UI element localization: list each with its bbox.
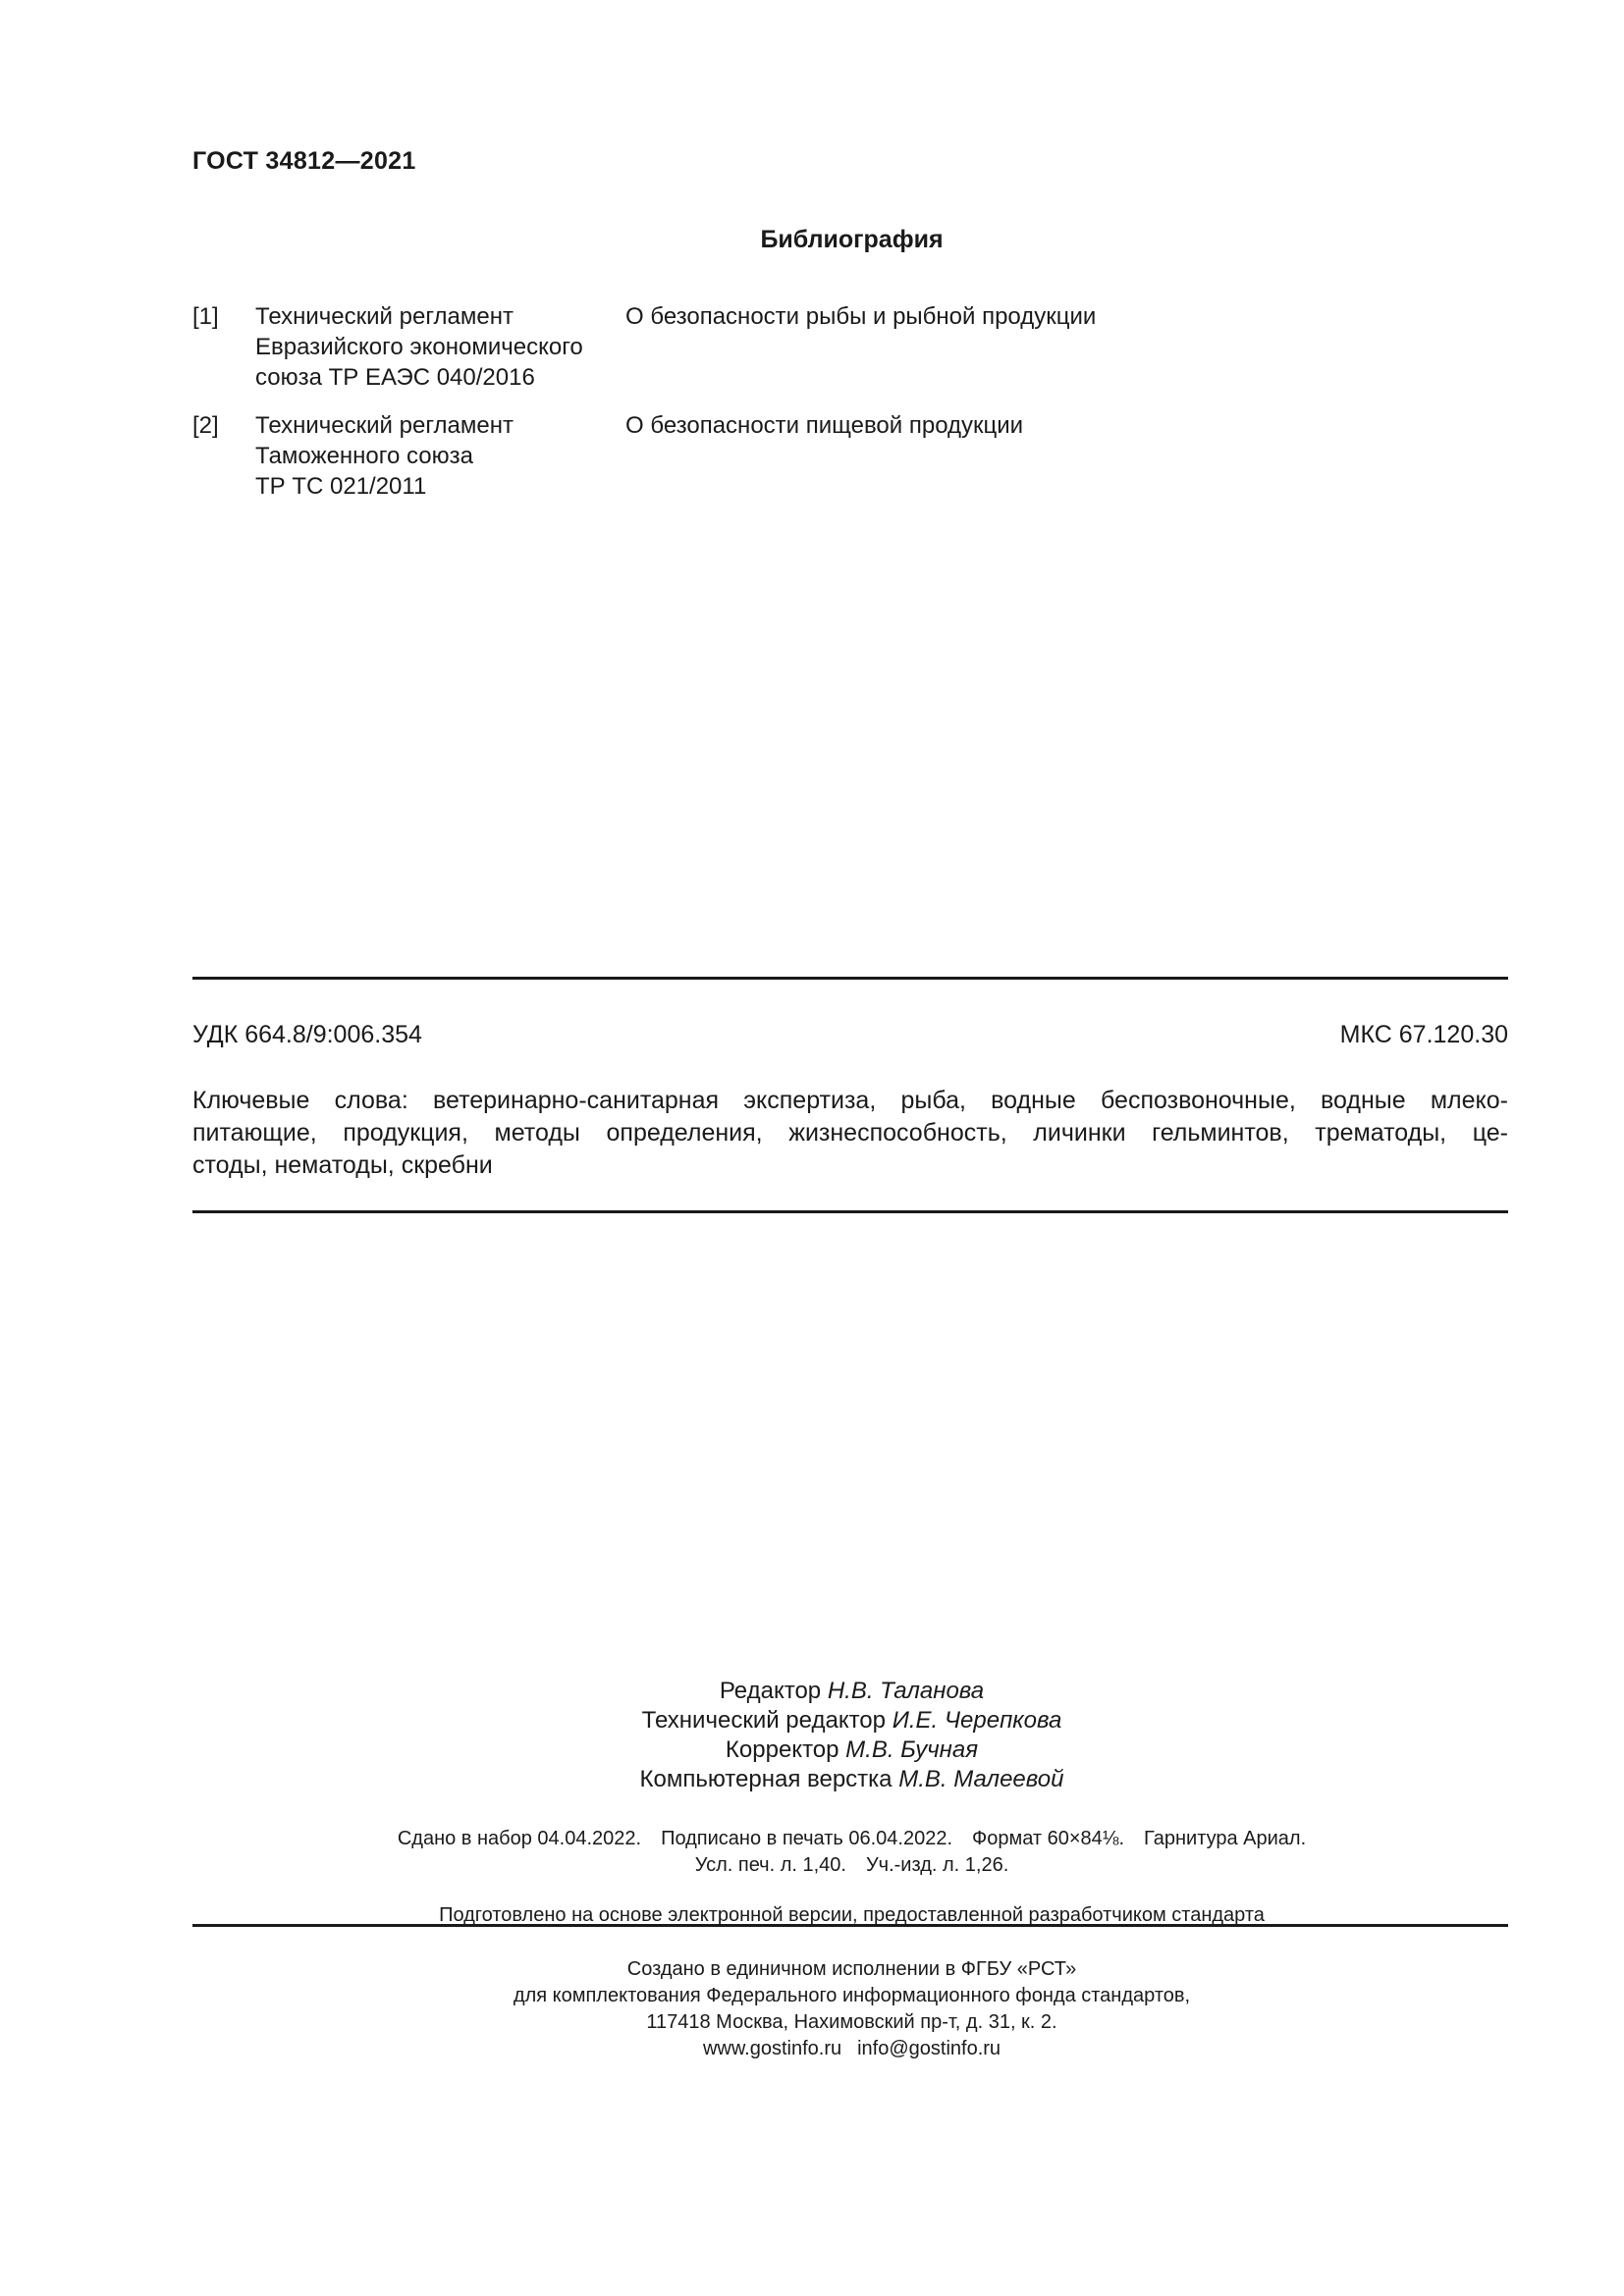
entry-document-line: Технический регламент bbox=[255, 412, 514, 439]
entry-document-line: ТР ТС 021/2011 bbox=[255, 473, 427, 500]
divider bbox=[192, 1210, 1508, 1213]
entry-document-line: Таможенного союза bbox=[255, 443, 473, 469]
keywords-line: Ключевые слова: ветеринарно-санитарная экспертиза, рыба, водные беспозвоночные, водные млеко- bbox=[192, 1087, 1508, 1114]
imprint-item: Уч.-изд. л. 1,26. bbox=[865, 1854, 1009, 1876]
footer-line: Создано в единичном исполнении в ФГБУ «РСТ» bbox=[626, 1958, 1077, 1980]
credit-name: М.В. Малеевой bbox=[898, 1766, 1064, 1792]
credit-name: Н.В. Таланова bbox=[827, 1678, 985, 1704]
imprint-line bbox=[0, 1852, 1624, 1879]
udk-code: УДК 664.8/9:006.354 bbox=[192, 1021, 422, 1048]
entry-document-line: Технический регламент bbox=[255, 303, 514, 330]
website-link[interactable]: www.gostinfo.ru bbox=[702, 2038, 842, 2059]
keywords-line: питающие, продукция, методы определения, жизнеспособность, личинки гельминтов, трематоды, це- bbox=[192, 1119, 1508, 1147]
credit-name: И.Е. Черепкова bbox=[892, 1707, 1062, 1734]
credit-layout bbox=[0, 1765, 1624, 1794]
mks-code: МКС 67.120.30 bbox=[1339, 1021, 1508, 1048]
credit-name: М.В. Бучная bbox=[845, 1736, 979, 1763]
footer-contacts bbox=[0, 2036, 1624, 2062]
credit-proofreader bbox=[0, 1735, 1624, 1765]
credits bbox=[0, 1677, 1624, 1794]
credit-role: Технический редактор bbox=[641, 1707, 887, 1734]
footer-line: 117418 Москва, Нахимовский пр-т, д. 31, к. 2. bbox=[646, 2011, 1057, 2033]
entry-document-line: союза ТР ЕАЭС 040/2016 bbox=[255, 364, 535, 391]
imprint-item: Усл. печ. л. 1,40. bbox=[694, 1854, 846, 1876]
prepared-note: Подготовлено на основе электронной версии, предоставленной разработчиком стандарта bbox=[439, 1904, 1265, 1926]
entry-number: [1] bbox=[192, 303, 219, 330]
footer bbox=[0, 1956, 1624, 2062]
entry-document bbox=[255, 410, 628, 502]
imprint-item: Сдано в набор 04.04.2022. bbox=[397, 1828, 642, 1849]
entry-title: О безопасности рыбы и рыбной продукции bbox=[625, 303, 1097, 330]
keywords bbox=[192, 1085, 1508, 1182]
imprint-item: Гарнитура Ариал. bbox=[1144, 1828, 1307, 1849]
divider bbox=[192, 977, 1508, 980]
credit-tech-editor bbox=[0, 1706, 1624, 1735]
bibliography-heading: Библиография bbox=[760, 226, 944, 253]
entry-document-line: Евразийского экономического bbox=[255, 334, 583, 360]
credit-role: Редактор bbox=[719, 1678, 822, 1704]
credit-role: Корректор bbox=[725, 1736, 839, 1763]
imprint bbox=[0, 1826, 1624, 1879]
entry-title: О безопасности пищевой продукции bbox=[625, 412, 1024, 439]
footer-line: для комплектования Федерального информационного фонда стандартов, bbox=[513, 1985, 1191, 2006]
credit-role: Компьютерная верстка bbox=[639, 1766, 893, 1792]
credit-editor bbox=[0, 1677, 1624, 1706]
email-link[interactable]: info@gostinfo.ru bbox=[857, 2038, 1001, 2059]
document-code: ГОСТ 34812—2021 bbox=[192, 147, 416, 175]
imprint-line bbox=[0, 1826, 1624, 1852]
divider bbox=[192, 1924, 1508, 1927]
keywords-line: стоды, нематоды, скребни bbox=[192, 1151, 493, 1179]
entry-number: [2] bbox=[192, 412, 219, 439]
entry-document bbox=[255, 301, 628, 393]
imprint-item: Формат 60×84⅛. bbox=[972, 1828, 1125, 1849]
imprint-item: Подписано в печать 06.04.2022. bbox=[661, 1828, 953, 1849]
